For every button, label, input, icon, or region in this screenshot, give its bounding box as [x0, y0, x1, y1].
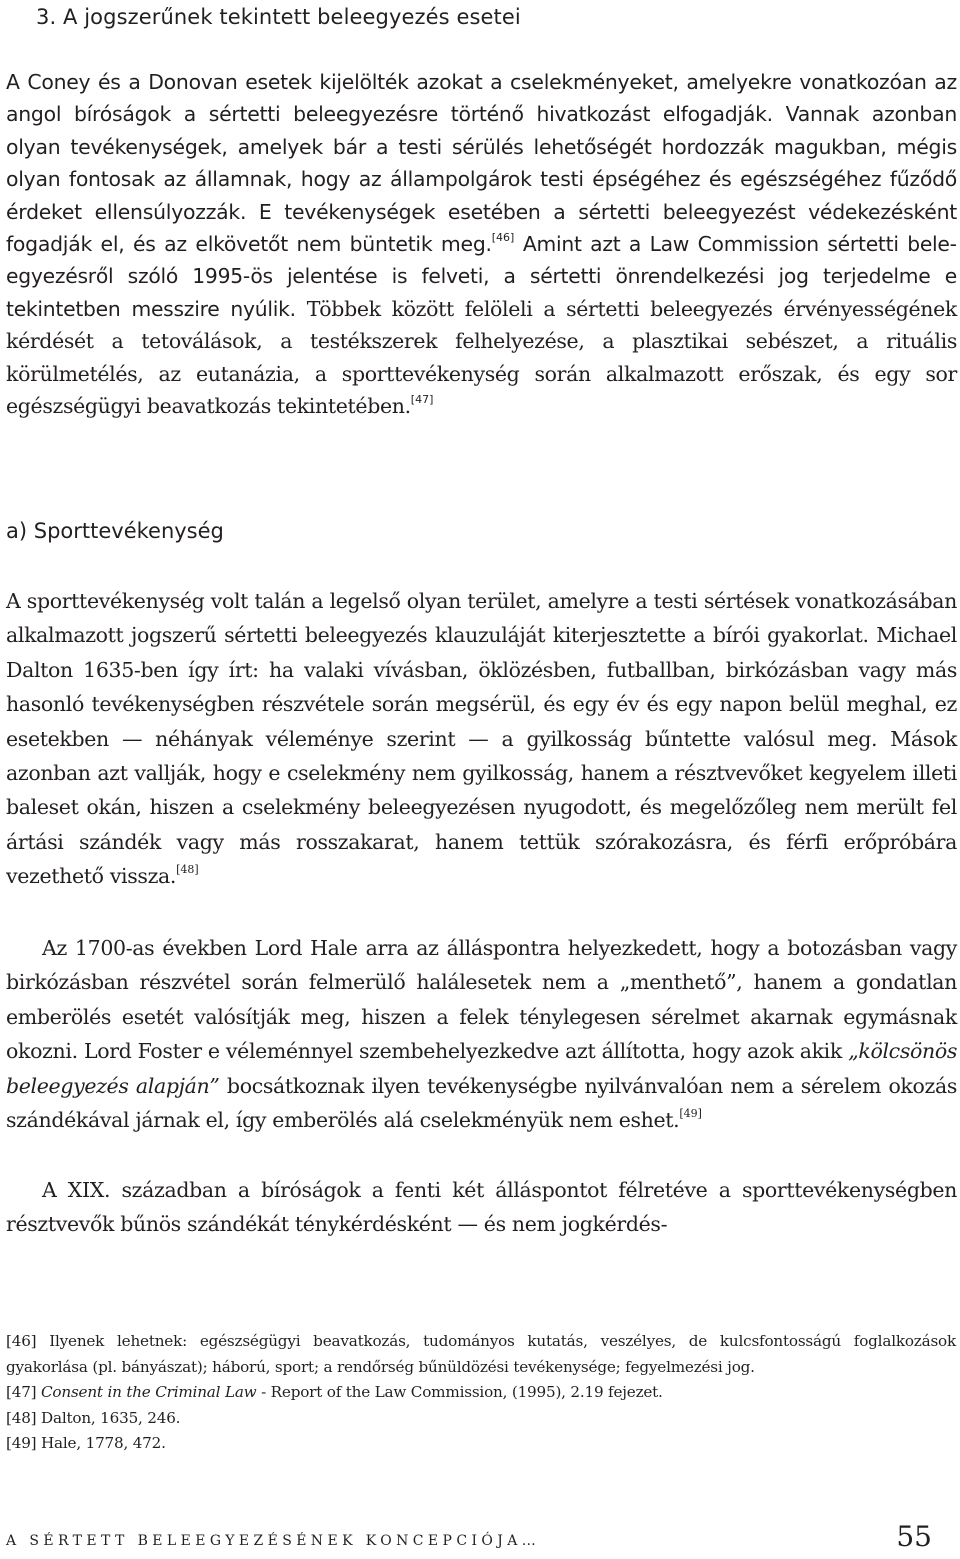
footnote-46: [46] Ilyenek lehetnek: egészségügyi beavatkozás, tudományos kutatás, veszélyes, de kulcsfontosságú foglalkozások gyakorlása (pl. bányászat); háború, sport; a rendőrség bűnüldözési tevékenysége; fegyelmezési jog. [6, 1332, 956, 1376]
paragraph-sport-1-text: A sporttevékenység volt talán a legelső olyan terület, amelyre a testi sértések vonatkozásában alkalmazott jogszerű sértetti beleegyezés klauzuláját kiterjesztette a bírói gyakorlat. Michael Dalton 1635-ben így írt: ha valaki vívásban, öklözésben, futballban, birkózásban vagy más hasonló tevékenységben részvétele során megsérül, és egy év és egy napon belül meghal, ez esetekben — néhányak véleménye szerint — a gyilkosság bűntette valósul meg. Mások azonban azt vallják, hogy e cselekmény nem gyilkosság, hanem a résztvevőket kegyelem illeti baleset okán, hiszen a cselekmény beleegyezésen nyugodott, és megelőzőleg nem merült fel ártási szándék vagy más rosszakarat, hanem tettük szórakozásra, és férfi erőpróbára vezethető vissza. [6, 589, 957, 889]
paragraph-sport-2-text1: Az 1700-as években Lord Hale arra az álláspontra helyezkedett, hogy a botozásban vagy birkózásban részvétel során felmerülő halálesetek nem a „menthető”, hanem a gondatlan emberölés esetét valósítják meg, hiszen a felek ténylegesen sérelmet akarnak egymásnak okozni. Lord Foster e véleménnyel szembehelyezkedve azt állította, hogy azok akik [6, 936, 957, 1064]
paragraph-sport-3-text: A XIX. században a bíróságok a fenti két álláspontot félretéve a sporttevékenységben résztvevők bűnös szándékát ténykérdésként — és nem jogkérdés- [6, 1178, 957, 1237]
footnote-ref-48[interactable]: [48] [176, 863, 199, 877]
page-footer [6, 1521, 932, 1557]
footnotes-list [6, 1329, 956, 1457]
paragraph-sport-1 [6, 584, 957, 894]
section-heading: 3. A jogszerűnek tekintett beleegyezés esetei [36, 5, 521, 29]
footnote-49: [49] Hale, 1778, 472. [6, 1434, 166, 1453]
page-number: 55 [896, 1520, 932, 1553]
footnote-47-title: Consent in the Criminal Law [41, 1383, 257, 1402]
paragraph-intro-text2-serif: Többek között felöleli a sértetti beleegyezés érvényességének kérdését a tetoválások, a testékszerek felhelyezése, a plasztikai sebészet, a rituális körülmetélés, az eutanázia, a sporttevékenység során alkalmazott erőszak, és egy sor egészségügyi beavatkozás tekintetében. [6, 296, 957, 419]
footnote-ref-46[interactable]: [46] [491, 231, 515, 245]
paragraph-intro-text1: A Coney és a Donovan esetek kijelölték azokat a cselekményeket, amelyekre vonatkozóan az angol bíróságok a sértetti beleegyezésre történő hivatkozást elfogadják. Vannak azonban olyan tevékenységek, amelyek bár a testi sérülés lehetőségét hordozzák magukban, mégis olyan fontosak az államnak, hogy az állampolgárok testi épségéhez és egészségéhez fűződő érdeket ellensúlyozzák. E tevékenységek esetében a sértetti beleegyezést védekezésként fogadják el, és az elkövetőt nem büntetik meg. [6, 70, 957, 257]
footnote-47-label: [47] [6, 1383, 42, 1402]
footnote-ref-49[interactable]: [49] [679, 1107, 702, 1121]
paragraph-intro-part1 [6, 66, 957, 422]
paragraph-intro-text2-sans: Amint azt a Law Commission sértetti beleegyezésről szóló 1995-ös jelentése is felveti, a sértetti önrendelkezési jog terjedelme e tekintetben messzire nyúlik. [6, 232, 957, 321]
paragraph-sport-2 [6, 931, 957, 1137]
paragraph-sport-3 [6, 1173, 957, 1242]
footnote-48: [48] Dalton, 1635, 246. [6, 1408, 181, 1427]
footnote-ref-47[interactable]: [47] [410, 393, 434, 407]
paragraph-sport-2-text2: bocsátkoznak ilyen tevékenységbe nyilvánvalóan nem a sérelem okozás szándékával járnak el, így emberölés alá cselekményük nem eshet. [6, 1073, 957, 1133]
subsection-heading: a) Sporttevékenység [6, 519, 224, 543]
footnote-47 [6, 1380, 956, 1406]
paragraph-sport-2-italic: „kölcsönös beleegyezés alapján” [6, 1039, 957, 1098]
footnote-47-rest: - Report of the Law Commission, (1995), 2.19 fejezet. [256, 1383, 663, 1402]
running-title: A SÉRTETT BELEEGYEZÉSÉNEK KONCEPCIÓJA… [6, 1533, 541, 1549]
